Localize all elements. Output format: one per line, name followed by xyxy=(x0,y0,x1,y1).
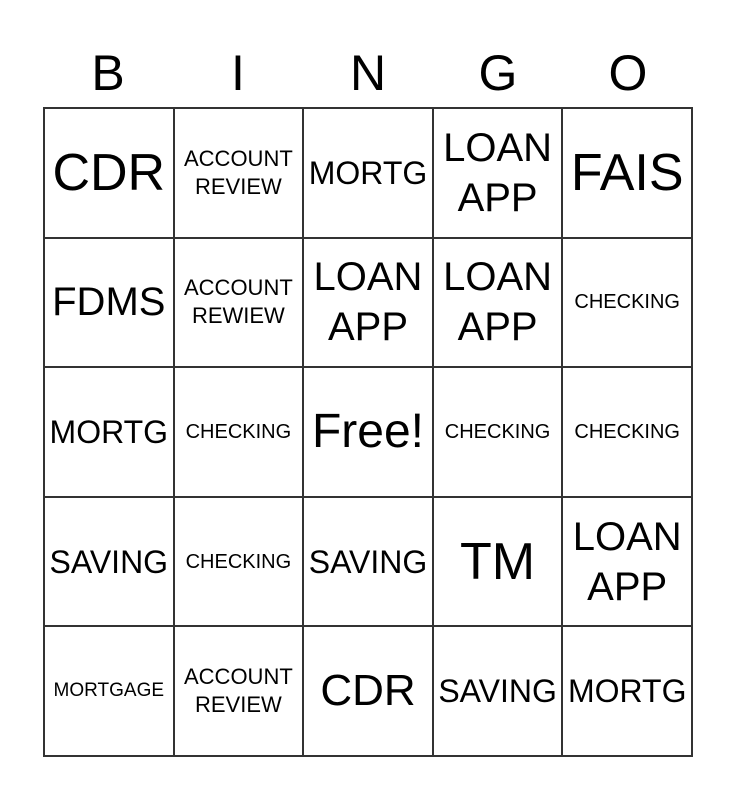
header-letter-b: B xyxy=(91,45,125,101)
bingo-cell-label: MORTGAGE xyxy=(53,680,165,702)
bingo-cell-label: SAVING xyxy=(308,543,428,580)
header-letter-o: O xyxy=(608,45,648,101)
bingo-cell-o1[interactable] xyxy=(562,108,692,238)
bingo-cell-label: ACCOUNT REWIEW xyxy=(184,275,293,329)
bingo-cell-n3[interactable] xyxy=(303,367,433,497)
bingo-cell-label: MORTG xyxy=(49,413,169,450)
bingo-cell-label: ACCOUNT REVIEW xyxy=(184,145,293,199)
bingo-cell-label: CHECKING xyxy=(185,420,292,443)
bingo-cell-label: LOAN APP xyxy=(443,125,553,220)
bingo-cell-label: TM xyxy=(460,532,536,591)
bingo-cell-label: ACCOUNT REVIEW xyxy=(184,664,293,718)
bingo-cell-g4[interactable] xyxy=(433,497,563,627)
bingo-cell-i3[interactable] xyxy=(174,367,304,497)
header-letter-g: G xyxy=(478,45,518,101)
bingo-cell-g5[interactable] xyxy=(433,626,563,756)
bingo-cell-g1[interactable] xyxy=(433,108,563,238)
bingo-cell-label: MORTG xyxy=(567,673,687,710)
bingo-cell-label: CHECKING xyxy=(574,420,680,443)
bingo-cell-b3[interactable] xyxy=(44,367,174,497)
bingo-cell-label: LOAN APP xyxy=(313,255,423,350)
bingo-cell-b4[interactable] xyxy=(44,497,174,627)
bingo-cell-n2[interactable] xyxy=(303,238,433,368)
bingo-cell-label: LOAN APP xyxy=(443,255,553,350)
bingo-cell-n1[interactable] xyxy=(303,108,433,238)
bingo-cell-n4[interactable] xyxy=(303,497,433,627)
bingo-cell-g3[interactable] xyxy=(433,367,563,497)
bingo-cell-o3[interactable] xyxy=(562,367,692,497)
bingo-header xyxy=(43,38,693,108)
bingo-cell-b2[interactable] xyxy=(44,238,174,368)
bingo-cell-label: CDR xyxy=(320,666,416,716)
bingo-cell-label: CHECKING xyxy=(574,291,680,314)
bingo-cell-label: CDR xyxy=(52,143,166,202)
bingo-cell-i2[interactable] xyxy=(174,238,304,368)
bingo-cell-label: CHECKING xyxy=(185,550,292,573)
bingo-cell-i5[interactable] xyxy=(174,626,304,756)
bingo-cell-n5[interactable] xyxy=(303,626,433,756)
bingo-board xyxy=(43,107,693,757)
bingo-cell-label: CHECKING xyxy=(444,420,551,443)
bingo-cell-label: FAIS xyxy=(570,143,684,202)
bingo-cell-i4[interactable] xyxy=(174,497,304,627)
bingo-cell-label: MORTG xyxy=(308,154,428,191)
bingo-cell-o5[interactable] xyxy=(562,626,692,756)
bingo-cell-label: FDMS xyxy=(52,280,166,325)
bingo-cell-g2[interactable] xyxy=(433,238,563,368)
bingo-cell-label: SAVING xyxy=(49,543,169,580)
bingo-cell-label: LOAN APP xyxy=(572,514,682,609)
bingo-cell-b5[interactable] xyxy=(44,626,174,756)
bingo-cell-label: SAVING xyxy=(438,673,557,710)
header-letter-n: N xyxy=(349,45,387,101)
bingo-cell-label: Free! xyxy=(311,404,424,458)
bingo-cell-o2[interactable] xyxy=(562,238,692,368)
bingo-cell-b1[interactable] xyxy=(44,108,174,238)
header-letter-i: I xyxy=(231,45,245,101)
bingo-cell-o4[interactable] xyxy=(562,497,692,627)
bingo-cell-i1[interactable] xyxy=(174,108,304,238)
